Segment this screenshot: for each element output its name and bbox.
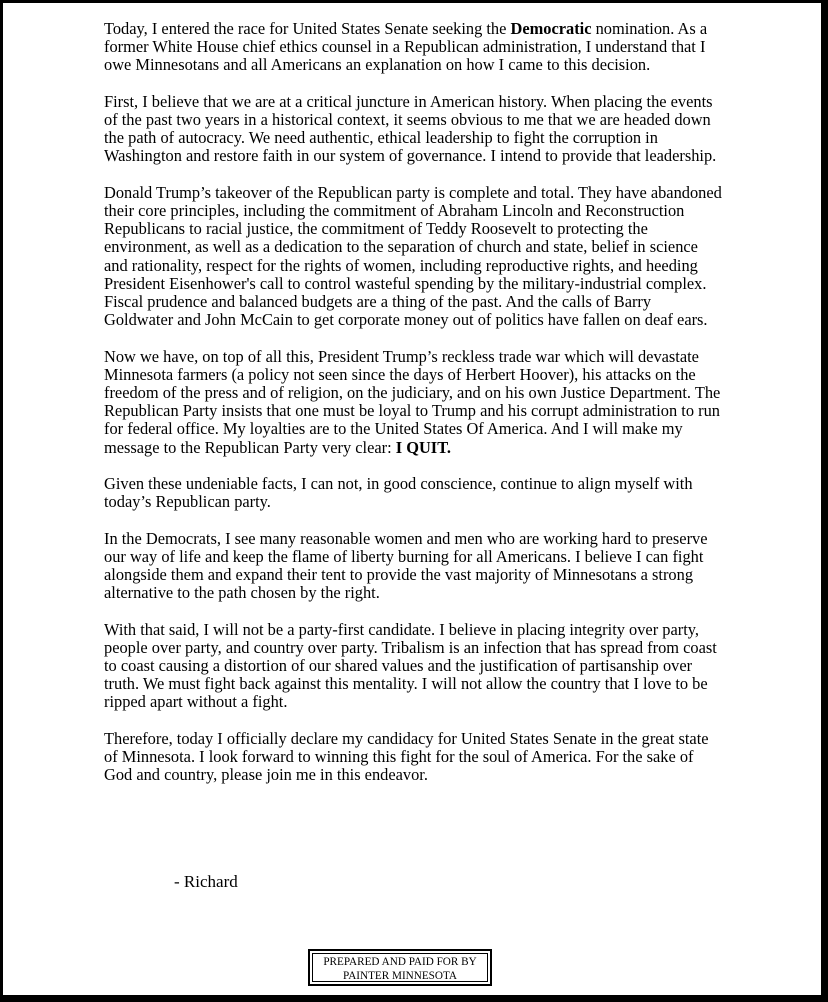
paragraph-1-text-b: nomination. As a former White House chief ethics counsel in a Republican administration, I understand that I owe Minnesotans and all Americans an explanation on how I came to this decision. [104, 19, 708, 75]
disclaimer-line-1: PREPARED AND PAID FOR BY [323, 956, 477, 968]
i-quit-bold-text: I QUIT. [395, 437, 452, 457]
paragraph-1-text-a: Today, I entered the race for United States Senate seeking the [104, 19, 511, 38]
democratic-bold-text: Democratic [510, 19, 592, 38]
paragraph-8: Therefore, today I officially declare my candidacy for United States Senate in the great state of Minnesota. I look forward to winning this fight for the soul of America. For the sake of God and country, please join me in this endeavor. [104, 728, 709, 785]
paragraph-7: With that said, I will not be a party-first candidate. I believe in placing integrity over party, people over party, and country over party. Tribalism is an infection that has spread from coast to coast causing a distortion of our shared values and the justification of partisanship over truth. We must fight back against this mentality. I will not allow the country that I love to be ripped apart without a fight. [104, 619, 717, 712]
disclaimer-box [308, 949, 492, 986]
paragraph-2: First, I believe that we are at a critical juncture in American history. When placing the events of the past two years in a historical context, it seems obvious to me that we are headed down the path of autocracy. We need authentic, ethical leadership to fight the corruption in Washington and restore faith in our system of governance. I intend to provide that leadership. [104, 91, 717, 166]
paragraph-5: Given these undeniable facts, I can not, in good conscience, continue to align myself with today’s Republican party. [104, 474, 693, 512]
paragraph-4 [104, 348, 724, 457]
signature: - Richard [174, 872, 238, 891]
paragraph-3: Donald Trump’s takeover of the Republican party is complete and total. They have abandoned their core principles, including the commitment of Abraham Lincoln and Reconstruction Republicans to racial justice, the commitment of Teddy Roosevelt to protecting the environment, as well as a dedication to the separation of church and state, belief in science and rationality, respect for the rights of women, including reproductive rights, and heeding President Eisenhower's call to control wasteful spending by the military-industrial complex. Fiscal prudence and balanced budgets are a thing of the past. And the calls of Barry Goldwater and John McCain to get corporate money out of politics have fallen on deaf ears. [104, 182, 722, 330]
paragraph-6: In the Democrats, I see many reasonable women and men who are working hard to preserve our way of life and keep the flame of liberty burning for all Americans. I believe I can fight alongside them and expand their tent to provide the vast majority of Minnesotans a strong alternative to the path chosen by the right. [104, 528, 708, 603]
disclaimer-inner-border [312, 953, 488, 982]
paragraph-4-text: Now we have, on top of all this, President Trump’s reckless trade war which will devastate Minnesota farmers (a policy not seen since the days of Herbert Hoover), his attacks on the freedom of the press and of religion, on the judiciary, and on his own Justice Department. The Republican Party insists that one must be loyal to Trump and his corrupt administration to run for federal office. My loyalties are to the United States Of America. And I will make my message to the Republican Party very clear: [104, 346, 721, 457]
letter-body [104, 20, 724, 803]
disclaimer-line-2: PAINTER MINNESOTA [343, 970, 457, 982]
paragraph-1 [104, 20, 724, 75]
